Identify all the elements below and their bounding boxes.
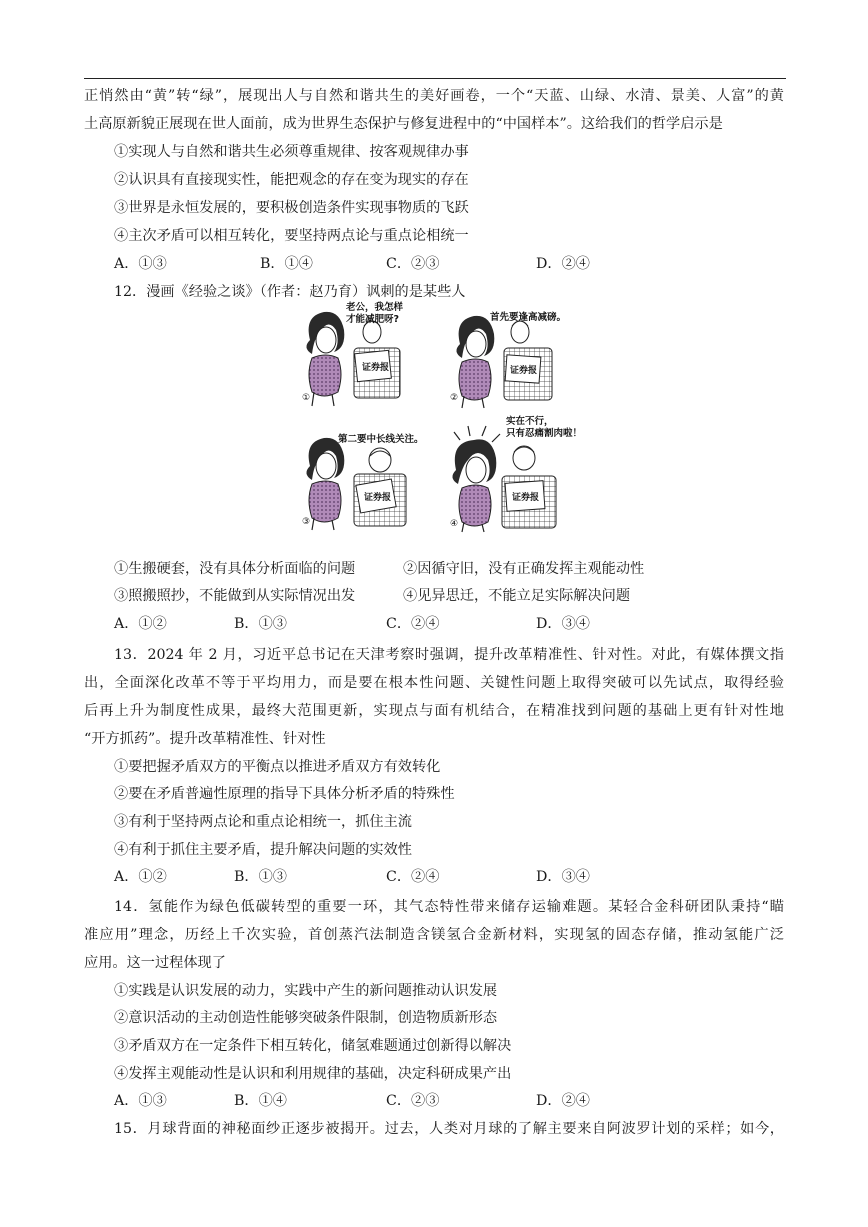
q14-stem-line3: 应用。这一过程体现了	[84, 955, 226, 971]
q13-option-b[interactable]: B．①③	[234, 869, 287, 885]
q13-statement-4: ④有利于抓住主要矛盾，提升解决问题的实效性	[114, 842, 412, 858]
q13-option-a[interactable]: A．①②	[114, 869, 167, 885]
q12-stem: 12．漫画《经验之谈》（作者：赵乃育）讽刺的是某些人	[114, 284, 466, 300]
comic-panel-num-4: ④	[450, 519, 459, 529]
q14-option-c[interactable]: C．②③	[386, 1093, 440, 1109]
q11-statement-3: ③世界是永恒发展的，要积极创造条件实现事物质的飞跃	[114, 200, 469, 216]
q12-option-d[interactable]: D．③④	[536, 616, 590, 632]
q14-statement-3: ③矛盾双方在一定条件下相互转化，储氢难题通过创新得以解决	[114, 1038, 512, 1054]
comic-paper-label-2: 证券报	[510, 366, 538, 376]
comic-panel-2	[450, 311, 566, 408]
q13-stem-line4: “开方抓药”。提升改革精准性、针对性	[84, 731, 326, 747]
q13-statement-2: ②要在矛盾普遍性原理的指导下具体分析矛盾的特殊性	[114, 786, 455, 802]
q12-statement-4: ④见异思迁，不能立足实际解决问题	[403, 588, 631, 604]
q13-statement-1: ①要把握矛盾双方的平衡点以推进矛盾双方有效转化	[114, 759, 441, 775]
comic-bubble-3-line1: 第二要中长线关注。	[338, 434, 424, 445]
q11-option-b[interactable]: B．①④	[260, 256, 313, 272]
q14-option-d[interactable]: D．②④	[536, 1093, 590, 1109]
comic-bubble-1-line1: 老公，我怎样	[346, 302, 404, 313]
q13-option-d[interactable]: D．③④	[536, 869, 590, 885]
q12-option-b[interactable]: B．①③	[234, 616, 287, 632]
q11-option-d[interactable]: D．②④	[536, 256, 590, 272]
q12-option-c[interactable]: C．②④	[386, 616, 440, 632]
comic-panel-num-2: ②	[450, 393, 459, 403]
q14-stem-line2: 准应用”理念，历经上千次实验，首创蒸汽法制造含镁氢合金新材料，实现氢的固态存储，推动氢能广泛	[84, 927, 784, 943]
q11-stem-line1: 正悄然由“黄”转“绿”，展现出人与自然和谐共生的美好画卷，一个“天蓝、山绿、水清、景美、人富”的黄	[84, 88, 784, 104]
q14-statement-4: ④发挥主观能动性是认识和利用规律的基础，决定科研成果产出	[114, 1066, 512, 1082]
q13-statement-3: ③有利于坚持两点论和重点论相统一，抓住主流	[114, 814, 412, 830]
header-rule	[84, 78, 786, 79]
comic-bubble-2-line1: 首先要逢高减磅。	[490, 312, 567, 323]
q13-stem-line2: 出，全面深化改革不等于平均用力，而是要在根本性问题、关键性问题上取得突破可以先试点，取得经验	[84, 675, 784, 691]
q11-stem-line2: 土高原新貌正展现在世人面前，成为世界生态保护与修复进程中的“中国样本”。这给我们的哲学启示是	[84, 116, 723, 132]
comic-paper-label-4: 证券报	[512, 493, 540, 503]
q14-option-a[interactable]: A．①③	[114, 1093, 167, 1109]
q12-statement-3: ③照搬照抄，不能做到从实际情况出发	[114, 588, 356, 604]
q11-option-c[interactable]: C．②③	[386, 256, 440, 272]
comic-bubble-1-line2: 才能减肥呀?	[346, 314, 400, 325]
q11-statement-4: ④主次矛盾可以相互转化，要坚持两点论与重点论相统一	[114, 228, 469, 244]
q14-statement-1: ①实践是认识发展的动力，实践中产生的新问题推动认识发展	[114, 983, 498, 999]
comic-bubble-4-line1: 实在不行，	[506, 416, 554, 427]
comic-paper-label-3: 证券报	[364, 493, 392, 503]
q11-option-a[interactable]: A．①③	[114, 256, 167, 272]
q11-statement-1: ①实现人与自然和谐共生必须尊重规律、按客观规律办事	[114, 144, 469, 160]
comic-panel-3	[302, 433, 424, 530]
q15-stem-line1: 15．月球背面的神秘面纱正逐步被揭开。过去，人类对月球的了解主要来自阿波罗计划的采样；如今，	[114, 1121, 784, 1137]
comic-paper-label-1: 证券报	[362, 363, 390, 373]
q14-option-b[interactable]: B．①④	[234, 1093, 287, 1109]
q13-option-c[interactable]: C．②④	[386, 869, 440, 885]
comic-panel-1	[302, 301, 404, 406]
q12-statement-2: ②因循守旧，没有正确发挥主观能动性	[403, 561, 645, 577]
q11-statement-2: ②认识具有直接现实性，能把观念的存在变为现实的存在	[114, 172, 469, 188]
comic-panel-num-1: ①	[302, 393, 311, 403]
comic-bubble-4-line2: 只有忍痛割肉啦！	[506, 428, 583, 439]
q12-statement-1: ①生搬硬套，没有具体分析面临的问题	[114, 561, 356, 577]
q12-option-a[interactable]: A．①②	[114, 616, 167, 632]
q14-statement-2: ②意识活动的主动创造性能够突破条件限制，创造物质新形态	[114, 1010, 498, 1026]
q13-stem-line1: 13．2024 年 2 月，习近平总书记在天津考察时强调，提升改革精准性、针对性。对此，有媒体撰文指	[114, 647, 784, 663]
q14-stem-line1: 14．氢能作为绿色低碳转型的重要一环，其气态特性带来储存运输难题。某轻合金科研团队秉持“瞄	[114, 899, 784, 915]
comic-illustration	[284, 296, 584, 536]
comic-panel-4	[450, 415, 582, 532]
q13-stem-line3: 后再上升为制度性成果，最终大范围更新，实现点与面有机结合，在精准找到问题的基础上更有针对性地	[84, 703, 784, 719]
comic-panel-num-3: ③	[302, 517, 311, 527]
